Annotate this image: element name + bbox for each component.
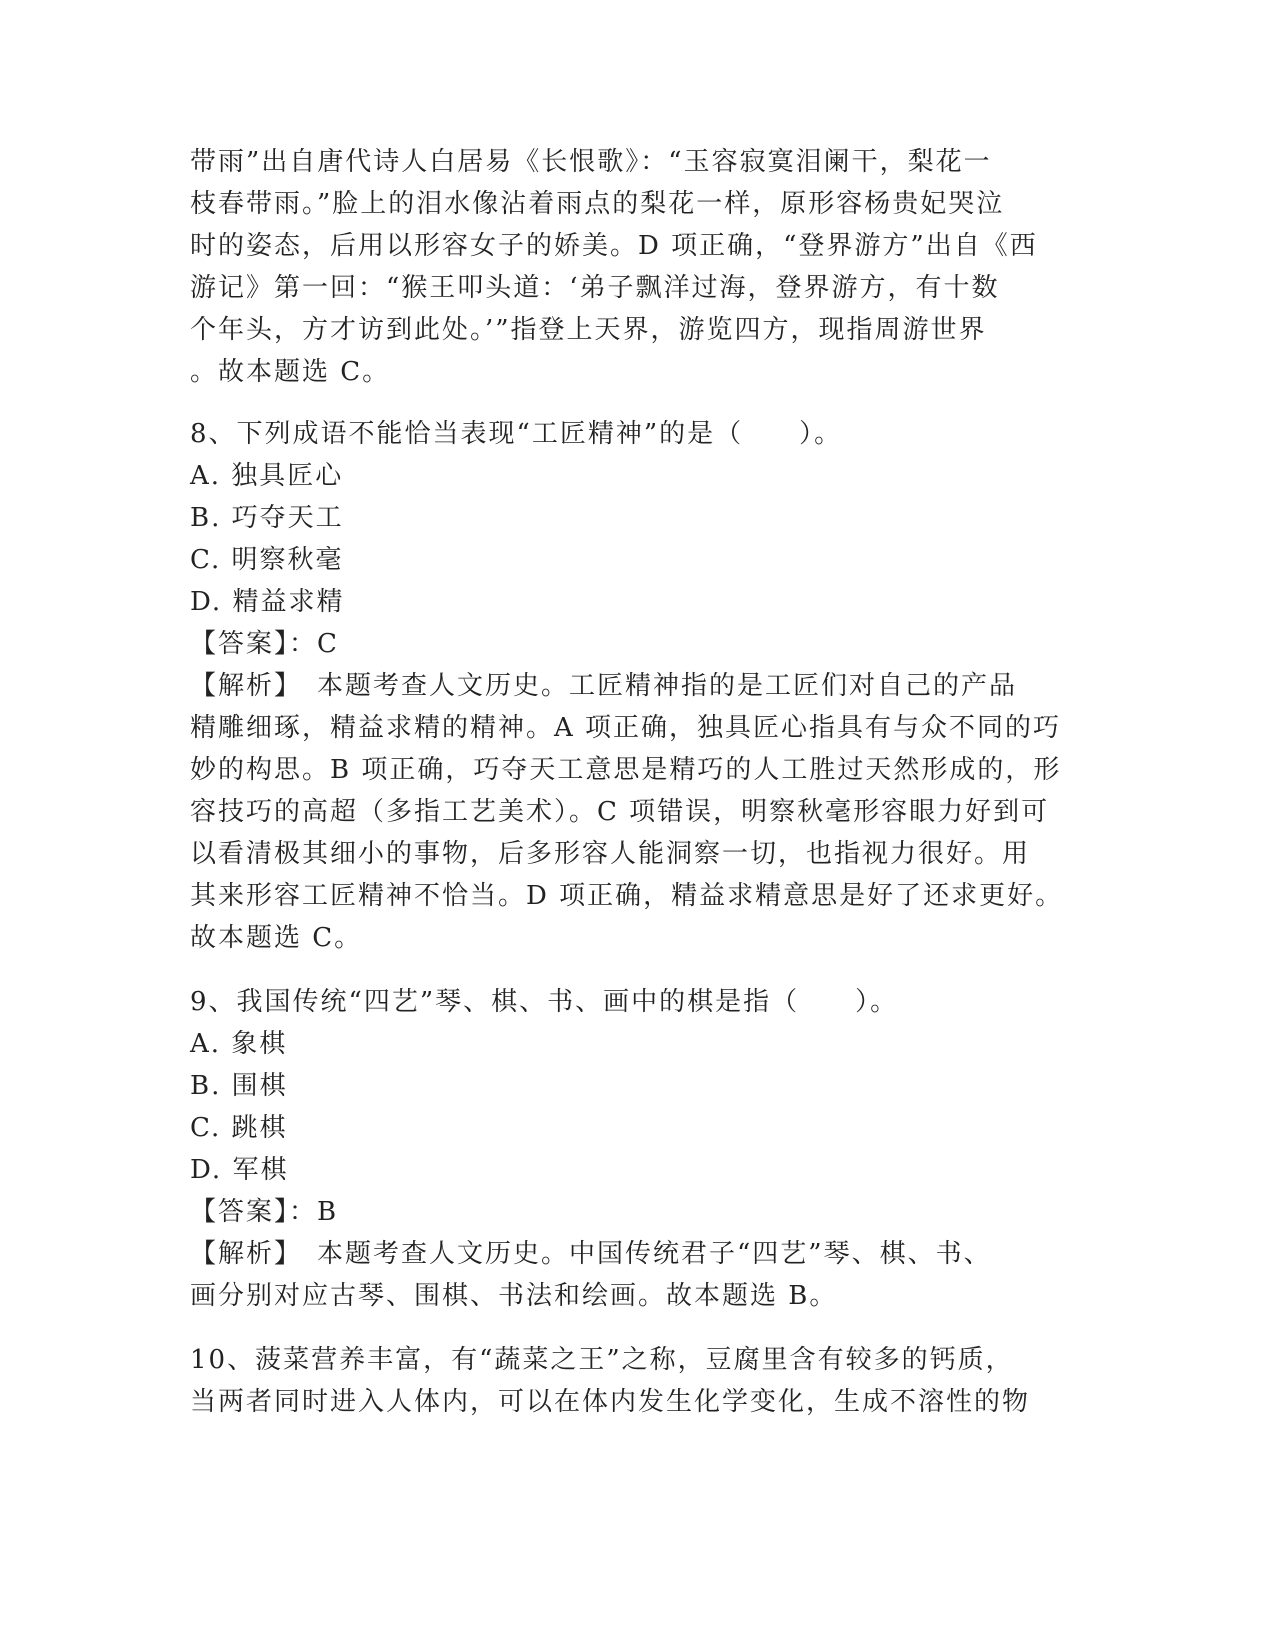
question-9-option-c: C. 跳棋: [190, 1113, 288, 1143]
question-8-analysis-line: 其来形容工匠精神不恰当。D 项正确，精益求精意思是好了还求更好。: [190, 881, 1064, 911]
question-9-analysis-line: 画分别对应古琴、围棋、书法和绘画。故本题选 B。: [190, 1281, 838, 1311]
text-line: 个年头，方才访到此处。’”指登上天界，游览四方，现指周游世界: [190, 315, 987, 345]
question-8-analysis-line: 【解析】 本题考查人文历史。工匠精神指的是工匠们对自己的产品: [190, 671, 1018, 701]
question-8-option-a: A. 独具匠心: [190, 461, 344, 491]
question-9-analysis-line: 【解析】 本题考查人文历史。中国传统君子“四艺”琴、棋、书、: [190, 1239, 992, 1269]
question-9-answer: 【答案】：B: [190, 1197, 339, 1227]
question-8-stem: 8、下列成语不能恰当表现“工匠精神”的是（ ）。: [190, 419, 843, 449]
question-9-option-b: B. 围棋: [190, 1071, 288, 1101]
question-8-analysis-line: 妙的构思。B 项正确，巧夺天工意思是精巧的人工胜过天然形成的，形: [190, 755, 1062, 785]
text-line: 时的姿态，后用以形容女子的娇美。D 项正确，“登界游方”出自《西: [190, 231, 1038, 261]
question-8-analysis-line: 精雕细琢，精益求精的精神。A 项正确，独具匠心指具有与众不同的巧: [190, 713, 1062, 743]
question-9-option-a: A. 象棋: [190, 1029, 288, 1059]
question-8-analysis-line: 以看清极其细小的事物，后多形容人能洞察一切，也指视力很好。用: [190, 839, 1031, 869]
question-10-stem-line: 10、菠菜营养丰富，有“蔬菜之王”之称，豆腐里含有较多的钙质，: [190, 1345, 1014, 1375]
question-8-option-c: C. 明察秋毫: [190, 545, 344, 575]
question-8-answer: 【答案】：C: [190, 629, 339, 659]
text-line: 带雨”出自唐代诗人白居易《长恨歌》：“玉容寂寞泪阑干，梨花一: [190, 147, 992, 177]
text-line: 。故本题选 C。: [190, 357, 391, 387]
question-8-analysis-line: 容技巧的高超（多指工艺美术）。C 项错误，明察秋毫形容眼力好到可: [190, 797, 1050, 827]
text-line: 游记》第一回：“猴王叩头道：‘弟子飘洋过海，登界游方，有十数: [190, 273, 1000, 303]
text-line: 枝春带雨。”脸上的泪水像沾着雨点的梨花一样，原形容杨贵妃哭泣: [190, 189, 1005, 219]
question-8-option-b: B. 巧夺天工: [190, 503, 344, 533]
question-8-analysis-line: 故本题选 C。: [190, 923, 363, 953]
question-8-option-d: D. 精益求精: [190, 587, 345, 617]
question-9-stem: 9、我国传统“四艺”琴、棋、书、画中的棋是指（ ）。: [190, 987, 899, 1017]
question-9-option-d: D. 军棋: [190, 1155, 289, 1185]
question-10-stem-line: 当两者同时进入人体内，可以在体内发生化学变化，生成不溶性的物: [190, 1387, 1031, 1417]
